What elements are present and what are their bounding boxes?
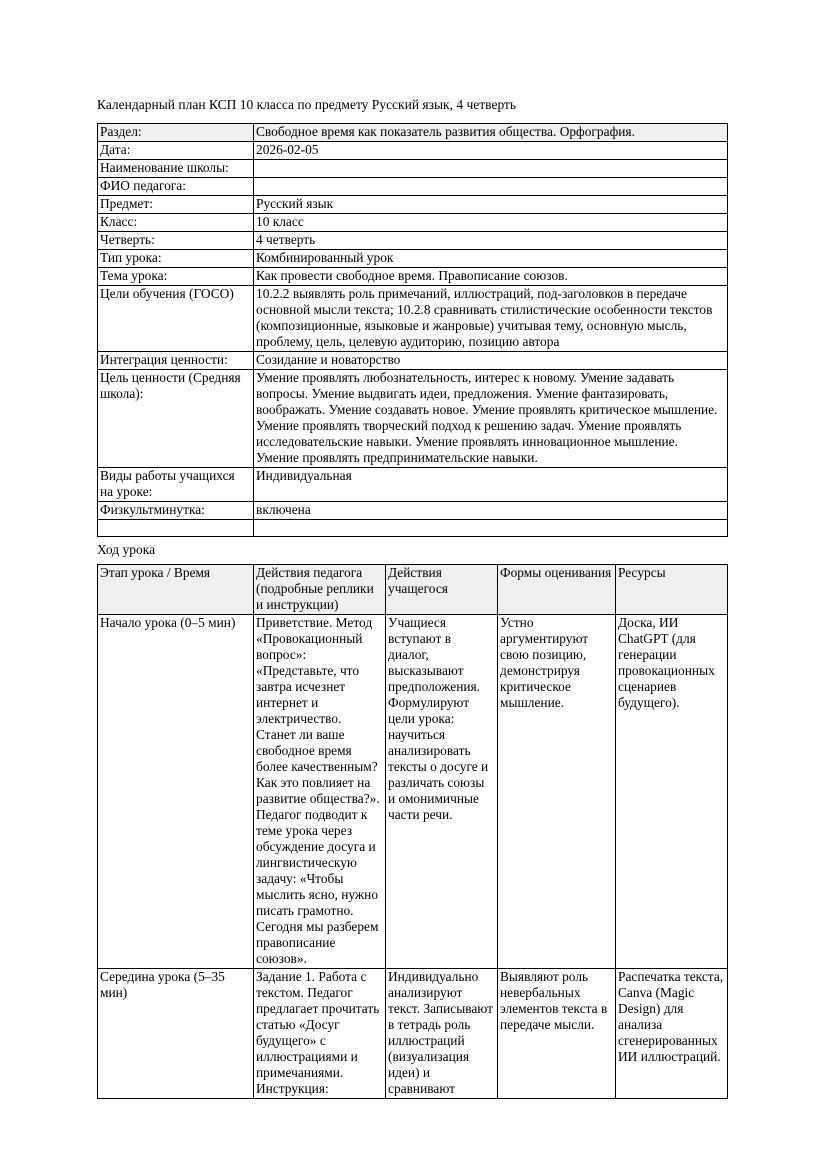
info-value-cell: Свободное время как показатель развития общества. Орфография. (254, 124, 728, 142)
lesson-column-header: Действия учащегося (386, 565, 498, 615)
lesson-student-cell: Учащиеся вступают в диалог, высказывают предположения. Формулируют цели урока: научиться анализировать тексты о досуге и различать союзы и омонимичные части речи. (386, 615, 498, 969)
info-label-cell: Класс: (98, 214, 254, 232)
info-row (98, 124, 728, 142)
lesson-resources-cell: Распечатка текста, Canva (Magic Design) для анализа сгенерированных ИИ иллюстраций. (616, 969, 728, 1099)
info-row (98, 250, 728, 268)
lesson-assessment-cell: Устно аргументируют свою позицию, демонстрируя критическое мышление. (498, 615, 616, 969)
lesson-column-header: Формы оценивания (498, 565, 616, 615)
info-value-cell: 10 класс (254, 214, 728, 232)
info-value-cell (254, 160, 728, 178)
info-label-cell: Раздел: (98, 124, 254, 142)
info-label-cell: Четверть: (98, 232, 254, 250)
lesson-row (98, 615, 728, 969)
info-row (98, 142, 728, 160)
info-row (98, 352, 728, 370)
lesson-resources-cell: Доска, ИИ ChatGPT (для генерации провокационных сценариев будущего). (616, 615, 728, 969)
lesson-row (98, 969, 728, 1099)
info-value-cell: Русский язык (254, 196, 728, 214)
info-value-cell (254, 520, 728, 537)
info-label-cell: Цели обучения (ГОСО) (98, 286, 254, 352)
info-table (97, 123, 728, 537)
info-row (98, 520, 728, 537)
document-title: Календарный план КСП 10 класса по предмету Русский язык, 4 четверть (97, 97, 517, 112)
info-value-cell: 10.2.2 выявлять роль примечаний, иллюстраций, под-заголовков в передаче основной мысли текста; 10.2.8 сравнивать стилистические особенности текстов (композиционные, языковые и жанровые) учитывая тему, основную мысль, проблему, цель, целевую аудиторию, позицию автора (254, 286, 728, 352)
lesson-column-header: Действия педагога (подробные реплики и инструкции) (254, 565, 386, 615)
lesson-teacher-cell: Приветствие. Метод «Провокационный вопрос»: «Представьте, что завтра исчезнет интернет и электричество. Станет ли ваше свободное время более качественным? Как это повлияет на развитие общества?». Педагог подводит к теме урока через обсуждение досуга и лингвистическую задачу: «Чтобы мыслить ясно, нужно писать грамотно. Сегодня мы разберем правописание союзов». (254, 615, 386, 969)
info-label-cell: Физкультминутка: (98, 502, 254, 520)
info-value-cell: Комбинированный урок (254, 250, 728, 268)
info-row (98, 286, 728, 352)
info-value-cell: Как провести свободное время. Правописание союзов. (254, 268, 728, 286)
info-row (98, 178, 728, 196)
info-label-cell: ФИО педагога: (98, 178, 254, 196)
info-row (98, 268, 728, 286)
info-label-cell: Виды работы учащихся на уроке: (98, 468, 254, 502)
info-value-cell: включена (254, 502, 728, 520)
lesson-stage-cell: Начало урока (0–5 мин) (98, 615, 254, 969)
lesson-column-header: Ресурсы (616, 565, 728, 615)
info-label-cell: Тип урока: (98, 250, 254, 268)
info-value-cell: Индивидуальная (254, 468, 728, 502)
lesson-column-header: Этап урока / Время (98, 565, 254, 615)
info-label-cell: Дата: (98, 142, 254, 160)
lesson-table (97, 564, 728, 1099)
info-row (98, 160, 728, 178)
info-row (98, 232, 728, 250)
info-value-cell: 2026-02-05 (254, 142, 728, 160)
info-row (98, 214, 728, 232)
info-label-cell: Наименование школы: (98, 160, 254, 178)
info-row (98, 370, 728, 468)
info-label-cell (98, 520, 254, 537)
lesson-stage-cell: Середина урока (5–35 мин) (98, 969, 254, 1099)
info-value-cell: 4 четверть (254, 232, 728, 250)
lesson-teacher-cell: Задание 1. Работа с текстом. Педагог предлагает прочитать статью «Досуг будущего» с иллюстрациями и примечаниями. Инструкция: (254, 969, 386, 1099)
lesson-student-cell: Индивидуально анализируют текст. Записывают в тетрадь роль иллюстраций (визуализация идеи) и сравнивают (386, 969, 498, 1099)
info-row (98, 502, 728, 520)
info-label-cell: Интеграция ценности: (98, 352, 254, 370)
lesson-assessment-cell: Выявляют роль невербальных элементов текста в передаче мысли. (498, 969, 616, 1099)
info-row (98, 468, 728, 502)
section-heading: Ход урока (97, 542, 156, 557)
info-value-cell (254, 178, 728, 196)
info-label-cell: Цель ценности (Средняя школа): (98, 370, 254, 468)
lesson-header-row (98, 565, 728, 615)
info-value-cell: Умение проявлять любознательность, интерес к новому. Умение задавать вопросы. Умение выдвигать идеи, предложения. Умение фантазировать, воображать. Умение создавать новое. Умение проявлять критическое мышление. Умение проявлять творческий подход к решению задач. Умение проявлять исследовательские навыки. Умение проявлять инновационное мышление. Умение проявлять предпринимательские навыки. (254, 370, 728, 468)
info-row (98, 196, 728, 214)
info-value-cell: Созидание и новаторство (254, 352, 728, 370)
info-label-cell: Тема урока: (98, 268, 254, 286)
info-label-cell: Предмет: (98, 196, 254, 214)
